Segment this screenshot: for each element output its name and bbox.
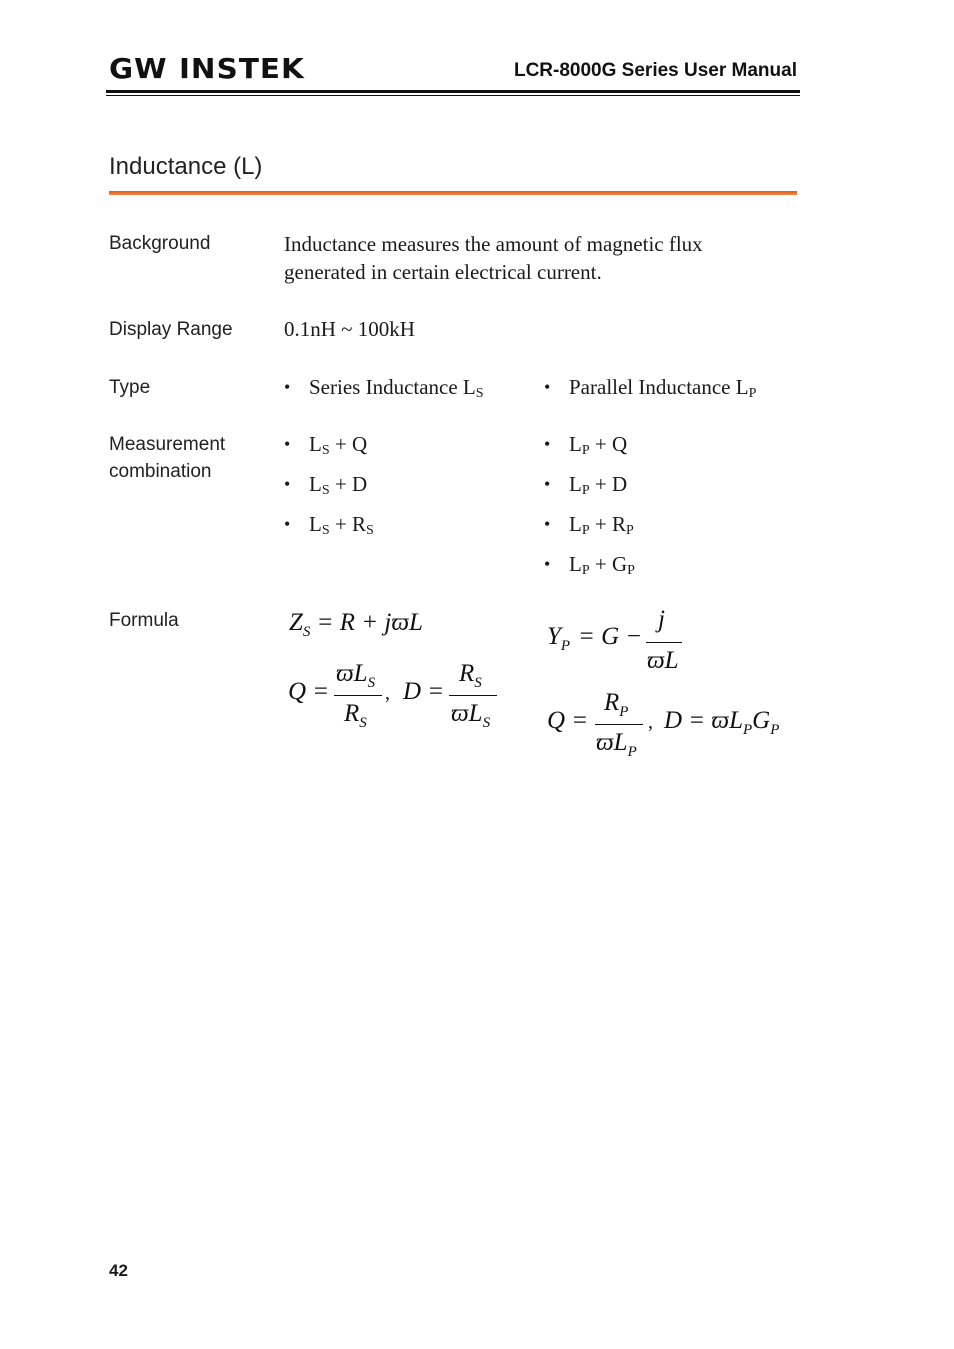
- item-rest: + D: [329, 472, 368, 496]
- bullet-dot: •: [284, 474, 291, 494]
- measurement-series-item: [284, 430, 504, 458]
- item-sub: P: [581, 563, 590, 578]
- background-label: Background: [109, 233, 211, 254]
- measurement-parallel-item: [544, 550, 764, 578]
- bullet-dot: •: [544, 514, 551, 534]
- type-parallel-item: [544, 373, 804, 401]
- type-label: Type: [109, 377, 151, 398]
- type-parallel-text: Parallel Inductance L: [569, 375, 749, 399]
- type-series-item: [284, 373, 524, 401]
- section-underline: [109, 191, 797, 195]
- formula-d-parallel: $D = ϖL_PG_P$: [664, 707, 780, 738]
- item-base: L: [569, 512, 582, 536]
- zs-rhs: = R + jϖL: [310, 609, 423, 636]
- measurement-parallel-item: [544, 510, 764, 538]
- fraction-bar: [334, 695, 382, 696]
- item-base: L: [569, 432, 582, 456]
- item-rest: + Q: [329, 432, 368, 456]
- item-sub: S: [321, 523, 330, 538]
- item-rest: + R: [329, 512, 366, 536]
- display-range-value: 0.1nH ~ 100kH: [284, 317, 415, 341]
- formula-q-series-num: $ϖL_S$: [336, 660, 376, 691]
- type-series-text: Series Inductance L: [309, 375, 476, 399]
- header-rule-thick: [106, 90, 800, 93]
- item-sub: S: [321, 483, 330, 498]
- formula-q-parallel-num: $R_P$: [604, 689, 629, 720]
- formula-label: Formula: [109, 610, 179, 631]
- formula-yp-den: ϖL: [647, 647, 679, 674]
- measurement-parallel-item: [544, 430, 764, 458]
- bullet-dot: •: [284, 434, 291, 454]
- background-text-line2: generated in certain electrical current.: [284, 260, 602, 284]
- formula-yp-lhs: $Y_P$: [547, 623, 571, 654]
- formula-zs: [289, 609, 423, 640]
- section-title: Inductance (L): [109, 153, 263, 180]
- item-base: L: [309, 472, 322, 496]
- zs-lhs: Z: [289, 609, 303, 636]
- item-base: L: [569, 552, 582, 576]
- item-sub2: P: [627, 563, 635, 578]
- item-sub2: P: [625, 523, 634, 538]
- gw-instek-logo: GW INSTEK: [109, 52, 305, 85]
- item-rest: + D: [589, 472, 628, 496]
- fraction-bar: [646, 642, 682, 643]
- display-range-label: Display Range: [109, 319, 233, 340]
- item-rest: + Q: [589, 432, 628, 456]
- measurement-label-line2: combination: [109, 461, 212, 482]
- header-rule-thin: [106, 95, 800, 96]
- zs-lhs-sub: S: [302, 624, 311, 640]
- type-parallel-sub: P: [748, 386, 757, 401]
- bullet-dot: •: [544, 434, 551, 454]
- type-series-sub: S: [475, 386, 484, 401]
- item-sub: P: [581, 443, 590, 458]
- formula-yp-num: j: [658, 606, 665, 633]
- measurement-label: [109, 431, 225, 485]
- formula-q-series-q: Q =: [288, 678, 330, 705]
- background-text: [284, 230, 703, 286]
- page-number: 42: [109, 1261, 128, 1280]
- formula-q-parallel-den: $ϖL_P$: [596, 729, 637, 760]
- measurement-parallel-item: [544, 470, 764, 498]
- fraction-bar: [595, 724, 643, 725]
- item-rest: + R: [589, 512, 626, 536]
- fraction-bar: [449, 695, 497, 696]
- formula-d-series-d: D =: [403, 678, 445, 705]
- item-base: L: [309, 432, 322, 456]
- item-sub: P: [581, 483, 590, 498]
- manual-title: LCR-8000G Series User Manual: [513, 60, 797, 81]
- measurement-series-item: [284, 510, 504, 538]
- item-sub: S: [321, 443, 330, 458]
- item-sub: P: [581, 523, 590, 538]
- item-sub2: S: [365, 523, 374, 538]
- formula-separator: ,: [648, 711, 653, 733]
- formula-separator: ,: [385, 682, 390, 704]
- bullet-dot: •: [284, 514, 291, 534]
- measurement-label-line1: Measurement: [109, 434, 226, 455]
- item-rest: + G: [589, 552, 628, 576]
- item-base: L: [309, 512, 322, 536]
- formula-d-series-den: $ϖL_S$: [451, 700, 491, 731]
- bullet-dot: •: [284, 377, 291, 397]
- formula-d-series-num: $R_S$: [459, 660, 482, 691]
- bullet-dot: •: [544, 554, 551, 574]
- bullet-dot: •: [544, 377, 551, 397]
- formula-q-parallel-q: Q =: [547, 707, 589, 734]
- formula-q-series-den: $R_S$: [344, 700, 367, 731]
- measurement-series-item: [284, 470, 504, 498]
- background-text-line1: Inductance measures the amount of magnetic flux: [284, 232, 703, 256]
- formula-yp-rhs: = G −: [578, 623, 643, 650]
- bullet-dot: •: [544, 474, 551, 494]
- item-base: L: [569, 472, 582, 496]
